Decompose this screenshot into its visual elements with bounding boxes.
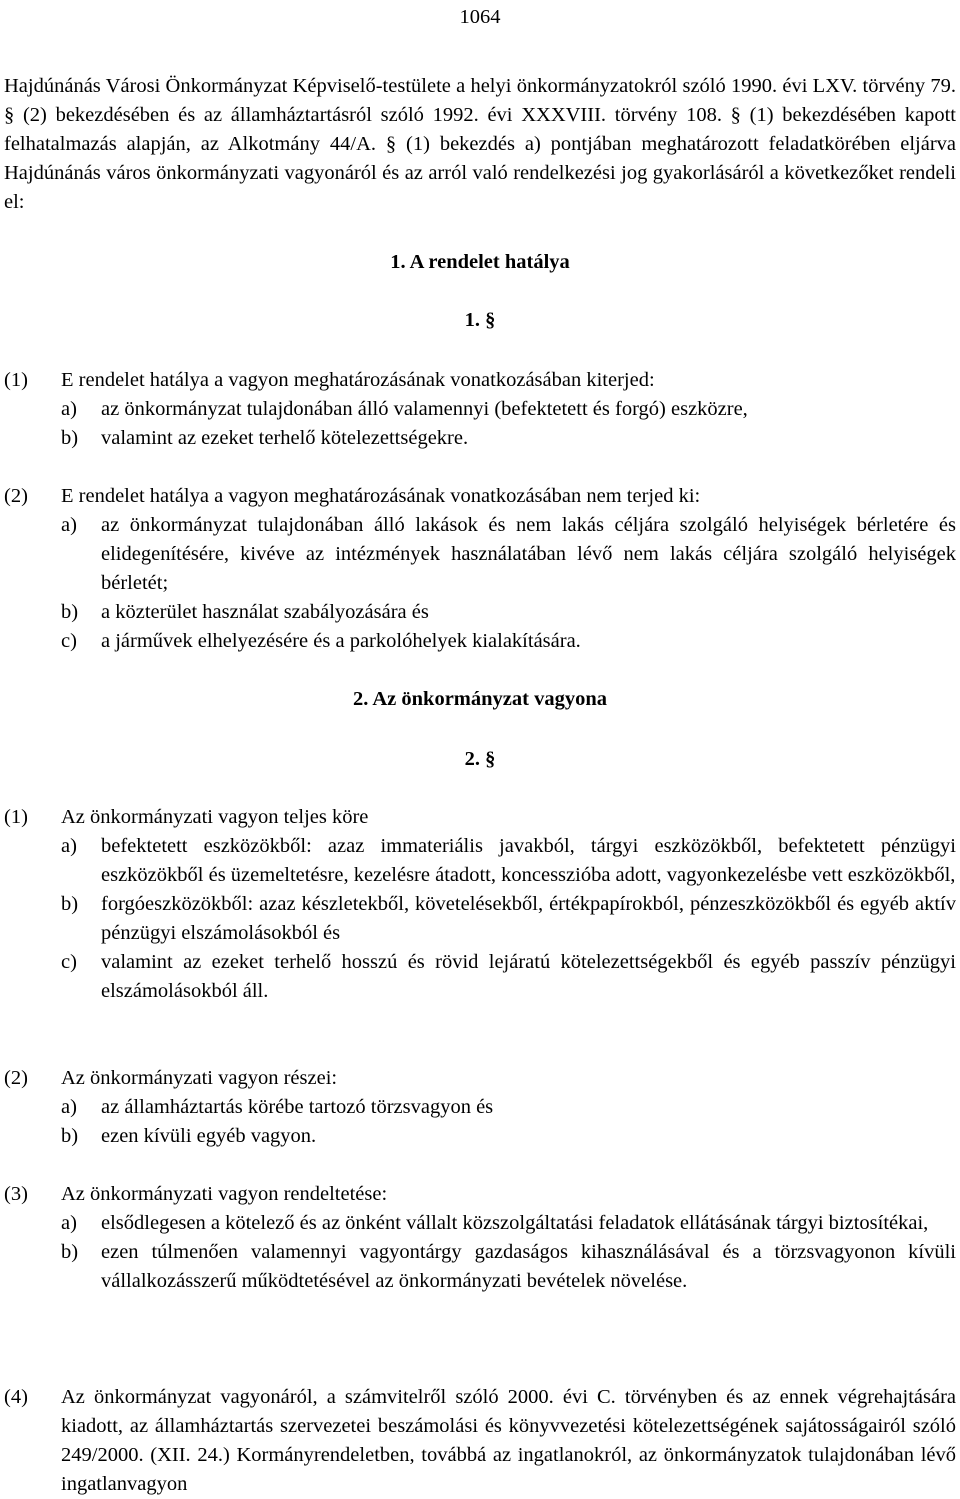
paragraph-number: (2) <box>4 485 28 507</box>
item-text: az önkormányzat tulajdonában álló lakások és nem lakás céljára szolgáló helyiségek bérletére és elidegenítésére, kivéve az intézmények használatában lévő nem lakás céljára szolgáló helyiségek bérletét; <box>101 514 956 594</box>
item-letter: c) <box>61 951 77 973</box>
paragraph-text: Az önkormányzati vagyon teljes köre <box>61 806 369 828</box>
item-letter: b) <box>61 427 79 449</box>
paragraph-number: (2) <box>4 1067 28 1089</box>
item-letter: b) <box>61 601 79 623</box>
section-2-paragraph-1 <box>4 803 956 1006</box>
item-text: forgóeszközökből: azaz készletekből, követelésekből, értékpapírokból, pénzeszközökből és egyéb aktív pénzügyi elszámolásokból és <box>101 893 956 944</box>
section-2-paragraph-3 <box>4 1180 956 1296</box>
item-letter: a) <box>61 835 77 857</box>
section-2-paragraph-4 <box>4 1383 956 1499</box>
paragraph-number: (3) <box>4 1183 28 1205</box>
list-item <box>61 424 956 453</box>
list-item <box>61 627 956 656</box>
chapter-2-title: 2. Az önkormányzat vagyona <box>353 688 607 710</box>
item-letter: a) <box>61 398 77 420</box>
item-letter: a) <box>61 1212 77 1234</box>
preamble: Hajdúnánás Városi Önkormányzat Képviselő-testülete a helyi önkormányzatokról szóló 1990. évi LXV. törvény 79. § (2) bekezdésében és az államháztartásról szóló 1992. évi XXXVIII. törvény 108. § (1) bekezdésében kapott felhatalmazás alapján, az Alkotmány 44/A. § (1) bekezdés a) pontjában meghatározott feladatkörében eljárva Hajdúnánás város önkormányzati vagyonáról és az arról való rendelkezési jog gyakorlásáról a következőket rendeli el: <box>4 75 956 213</box>
paragraph-number: (1) <box>4 806 28 828</box>
list-item <box>61 1238 956 1296</box>
item-text: ezen kívüli egyéb vagyon. <box>101 1125 317 1147</box>
item-text: befektetett eszközökből: azaz immateriális javakból, tárgyi eszközökből, befektetett pénzügyi eszközökből és üzemeltetésre, kezelésre átadott, koncesszióba adott, vagyonkezelésbe vett eszközökből, <box>101 835 956 886</box>
paragraph-text: E rendelet hatálya a vagyon meghatározásának vonatkozásában kiterjed: <box>61 369 655 391</box>
paragraph-number: (1) <box>4 369 28 391</box>
item-letter: c) <box>61 630 77 652</box>
paragraph-text: Az önkormányzat vagyonáról, a számvitelről szóló 2000. évi C. törvényben és az ennek végrehajtására kiadott, az államháztartás szervezetei beszámolási és könyvvezetési kötelezettségének sajátosságairól szóló 249/2000. (XII. 24.) Kormányrendeletben, továbbá az ingatlanokról, az önkormányzatok tulajdonában lévő ingatlanvagyon <box>61 1386 956 1495</box>
item-letter: a) <box>61 514 77 536</box>
chapter-1-title: 1. A rendelet hatálya <box>390 251 570 273</box>
item-text: az önkormányzat tulajdonában álló valamennyi (befektetett és forgó) eszközre, <box>101 398 748 420</box>
item-text: a járművek elhelyezésére és a parkolóhelyek kialakítására. <box>101 630 581 652</box>
item-letter: b) <box>61 893 79 915</box>
list-item <box>61 1122 956 1151</box>
list-item <box>61 598 956 627</box>
list-item <box>61 1093 956 1122</box>
item-letter: a) <box>61 1096 77 1118</box>
section-2-paragraph-2 <box>4 1064 956 1151</box>
item-letter: b) <box>61 1125 79 1147</box>
paragraph-text: E rendelet hatálya a vagyon meghatározásának vonatkozásában nem terjed ki: <box>61 485 701 507</box>
list-item <box>61 890 956 948</box>
list-item <box>61 395 956 424</box>
item-text: valamint az ezeket terhelő hosszú és rövid lejáratú kötelezettségekből és egyéb passzív pénzügyi elszámolásokból áll. <box>101 951 956 1002</box>
item-text: elsődlegesen a kötelező és az önként vállalt közszolgáltatási feladatok ellátásának tárgyi biztosítékai, <box>101 1212 929 1234</box>
item-text: ezen túlmenően valamennyi vagyontárgy gazdaságos kihasználásával és a törzsvagyonon kívüli vállalkozásszerű működtetésével az önkormányzati bevételek növelése. <box>101 1241 956 1292</box>
section-2-mark: 2. § <box>464 748 496 770</box>
list-item <box>61 511 956 598</box>
paragraph-text: Az önkormányzati vagyon részei: <box>61 1067 338 1089</box>
item-text: valamint az ezeket terhelő kötelezettségekre. <box>101 427 469 449</box>
list-item <box>61 948 956 1006</box>
list-item <box>61 1209 956 1238</box>
list-item <box>61 832 956 890</box>
item-letter: b) <box>61 1241 79 1263</box>
item-text: az államháztartás körébe tartozó törzsvagyon és <box>101 1096 494 1118</box>
item-text: a közterület használat szabályozására és <box>101 601 429 623</box>
section-1-mark: 1. § <box>464 309 496 331</box>
page-number: 1064 <box>459 6 501 28</box>
paragraph-number: (4) <box>4 1386 28 1408</box>
paragraph-text: Az önkormányzati vagyon rendeltetése: <box>61 1183 388 1205</box>
section-1-paragraph-2 <box>4 482 956 656</box>
section-1-paragraph-1 <box>4 366 956 453</box>
